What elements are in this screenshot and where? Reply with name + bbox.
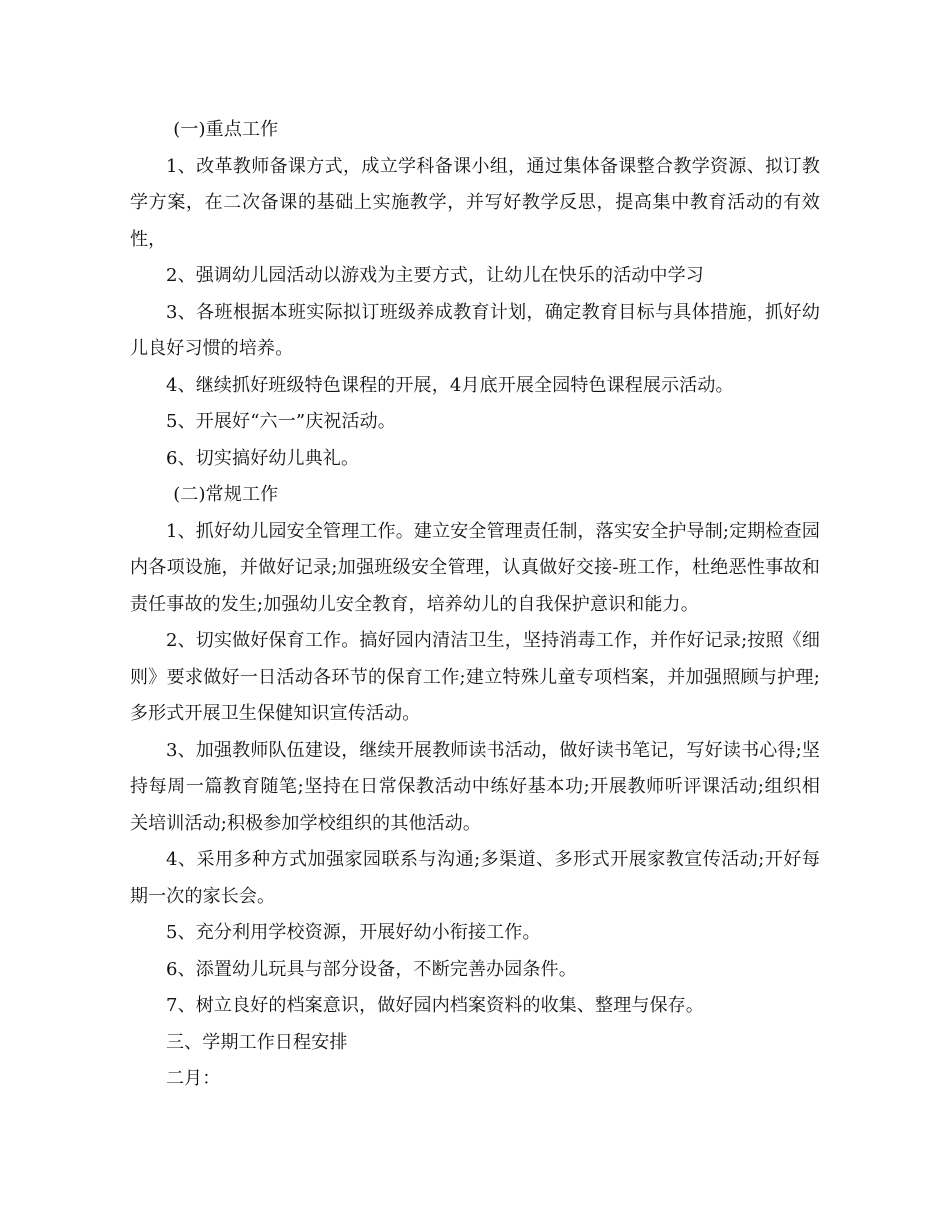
paragraph: 2、强调幼儿园活动以游戏为主要方式，让幼儿在快乐的活动中学习 (166, 265, 704, 286)
section-heading-routine-work: (二)常规工作 (173, 484, 279, 505)
paragraph: 6、添置幼儿玩具与部分设备，不断完善办园条件。 (166, 958, 577, 980)
month-heading: 二月： (166, 1068, 221, 1089)
paragraph: 2、切实做好保育工作。搞好园内清洁卫生，坚持消毒工作，并作好记录;按照《细则》要求做好一日活动各环节的保育工作;建立特殊儿童专项档案，并加强照顾与护理;多形式开展卫生保健知识宣传活动。 (130, 630, 820, 724)
section-heading-key-work: (一)重点工作 (173, 119, 279, 140)
paragraph: 7、树立良好的档案意识，做好园内档案资料的收集、整理与保存。 (166, 995, 704, 1016)
paragraph: 1、改革教师备课方式，成立学科备课小组，通过集体备课整合教学资源、拟订教学方案，在二次备课的基础上实施教学，并写好教学反思，提高集中教育活动的有效性， (130, 155, 820, 250)
paragraph: 4、继续抓好班级特色课程的开展，4月底开展全园特色课程展示活动。 (166, 374, 734, 396)
paragraph: 6、切实搞好幼儿典礼。 (166, 447, 360, 469)
section-heading-schedule: 三、学期工作日程安排 (166, 1031, 348, 1053)
paragraph: 3、加强教师队伍建设，继续开展教师读书活动，做好读书笔记，写好读书心得;坚持每周一篇教育随笔;坚持在日常保教活动中练好基本功;开展教师听评课活动;组织相关培训活动;积极参加学校组织的其他活动。 (130, 739, 820, 834)
paragraph: 1、抓好幼儿园安全管理工作。建立安全管理责任制，落实安全护导制;定期检查园内各项设施，并做好记录;加强班级安全管理，认真做好交接-班工作，杜绝恶性事故和责任事故的发生;加强幼儿安全教育，培养幼儿的自我保护意识和能力。 (130, 520, 820, 615)
paragraph: 5、开展好“六一”庆祝活动。 (166, 411, 396, 432)
paragraph: 5、充分利用学校资源，开展好幼小衔接工作。 (166, 922, 541, 943)
paragraph: 4、采用多种方式加强家园联系与沟通;多渠道、多形式开展家教宣传活动;开好每期一次的家长会。 (130, 849, 820, 907)
paragraph: 3、各班根据本班实际拟订班级养成教育计划，确定教育目标与具体措施，抓好幼儿良好习惯的培养。 (130, 301, 820, 359)
